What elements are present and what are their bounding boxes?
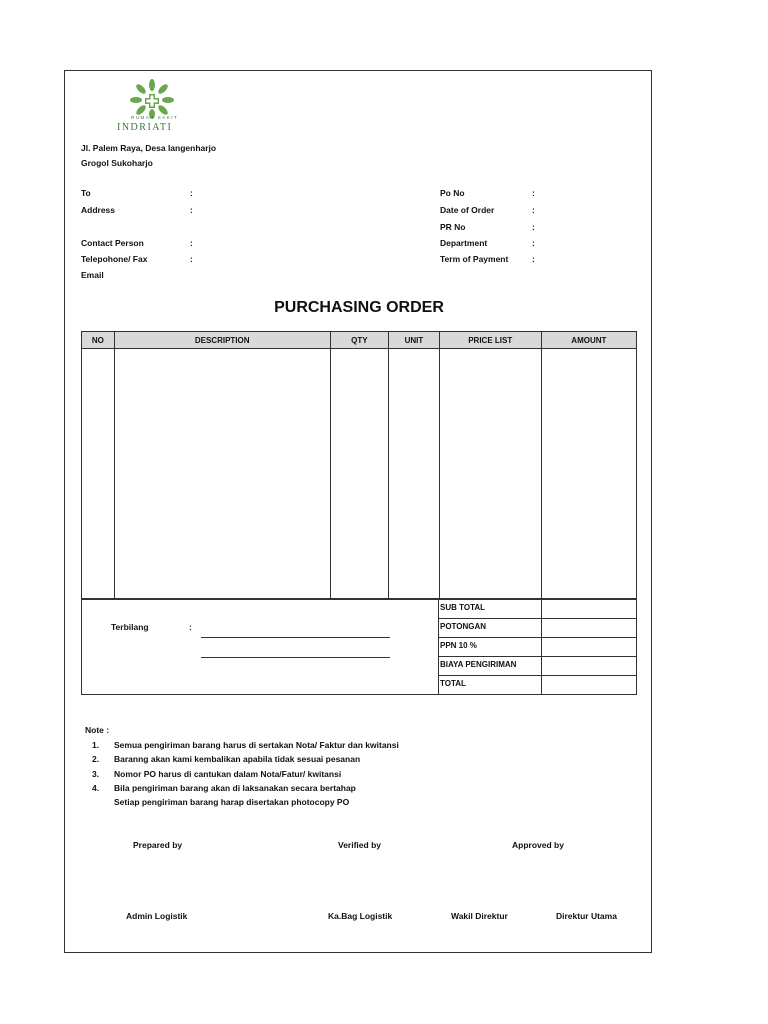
signer-wakil-direktur: Wakil Direktur [451, 911, 508, 921]
signer-kabag-logistik: Ka.Bag Logistik [328, 911, 393, 921]
column-header-no: NO [82, 332, 115, 349]
column-header-description: DESCRIPTION [114, 332, 330, 349]
cell-amount[interactable] [541, 349, 636, 599]
note-text: Nomor PO harus di cantukan dalam Nota/Fatur/ kwitansi [114, 769, 342, 779]
logo-subtitle: RUMAH SAKIT [131, 115, 179, 120]
note-number: 1. [92, 740, 100, 750]
cell-no[interactable] [82, 349, 115, 599]
field-colon: : [532, 188, 535, 198]
prepared-by-label: Prepared by [133, 840, 183, 850]
terbilang-line-1[interactable] [201, 637, 390, 638]
table-row [82, 349, 637, 599]
note-number: 2. [92, 754, 100, 764]
cell-qty[interactable] [330, 349, 388, 599]
verified-by-label: Verified by [338, 840, 381, 850]
note-number: 4. [92, 783, 100, 793]
column-header-unit: UNIT [389, 332, 440, 349]
field-label-email: Email [81, 270, 104, 280]
column-header-amount: AMOUNT [541, 332, 636, 349]
field-label-date-of-order: Date of Order [440, 205, 495, 215]
summary-label-subtotal: SUB TOTAL [440, 603, 486, 612]
field-label-po-no: Po No [440, 188, 465, 198]
field-label-contact-person: Contact Person [81, 238, 144, 248]
page-title: PURCHASING ORDER [274, 299, 444, 316]
field-label-address: Address [81, 205, 116, 215]
field-label-department: Department [440, 238, 488, 248]
field-colon: : [190, 188, 193, 198]
cell-description[interactable] [114, 349, 330, 599]
address-line-1: Jl. Palem Raya, Desa langenharjo [81, 143, 217, 153]
column-header-price-list: PRICE LIST [439, 332, 541, 349]
signer-admin-logistik: Admin Logistik [126, 911, 188, 921]
note-extra: Setiap pengiriman barang harap disertakan photocopy PO [114, 797, 350, 807]
items-table [81, 331, 637, 599]
summary-label-ppn: PPN 10 % [440, 641, 477, 650]
summary-row-divider [438, 637, 637, 638]
leaf-cross-logo-icon [127, 79, 177, 119]
signer-direktur-utama: Direktur Utama [556, 911, 617, 921]
totals-section [81, 599, 637, 695]
totals-divider [438, 599, 439, 695]
summary-label-potongan: POTONGAN [440, 622, 487, 631]
note-text: Bila pengiriman barang akan di laksanakan secara bertahap [114, 783, 356, 793]
logo-name: INDRIATI [117, 122, 173, 133]
terbilang-line-2[interactable] [201, 657, 390, 658]
field-colon: : [532, 254, 535, 264]
summary-label-biaya-pengiriman: BIAYA PENGIRIMAN [440, 660, 517, 669]
totals-value-divider [541, 599, 542, 695]
field-colon: : [532, 222, 535, 232]
field-label-to: To [81, 188, 91, 198]
field-colon: : [190, 205, 193, 215]
terbilang-label: Terbilang [111, 622, 149, 632]
field-label-term-of-payment: Term of Payment [440, 254, 509, 264]
note-number: 3. [92, 769, 100, 779]
field-label-telephone: Telepohone/ Fax [81, 254, 148, 264]
note-text: Baranng akan kami kembalikan apabila tidak sesuai pesanan [114, 754, 361, 764]
table-header-row [82, 332, 637, 349]
note-text: Semua pengiriman barang harus di sertakan Nota/ Faktur dan kwitansi [114, 740, 399, 750]
cell-unit[interactable] [389, 349, 440, 599]
notes-title: Note : [85, 725, 110, 735]
field-colon: : [190, 238, 193, 248]
summary-row-divider [438, 675, 637, 676]
column-header-qty: QTY [330, 332, 388, 349]
summary-row-divider [438, 656, 637, 657]
field-label-pr-no: PR No [440, 222, 466, 232]
approved-by-label: Approved by [512, 840, 564, 850]
purchase-order-page [64, 70, 652, 953]
terbilang-colon: : [189, 622, 192, 632]
field-colon: : [532, 238, 535, 248]
address-line-2: Grogol Sukoharjo [81, 158, 153, 168]
summary-label-total: TOTAL [440, 679, 466, 688]
field-colon: : [190, 254, 193, 264]
cell-price-list[interactable] [439, 349, 541, 599]
summary-row-divider [438, 618, 637, 619]
field-colon: : [532, 205, 535, 215]
